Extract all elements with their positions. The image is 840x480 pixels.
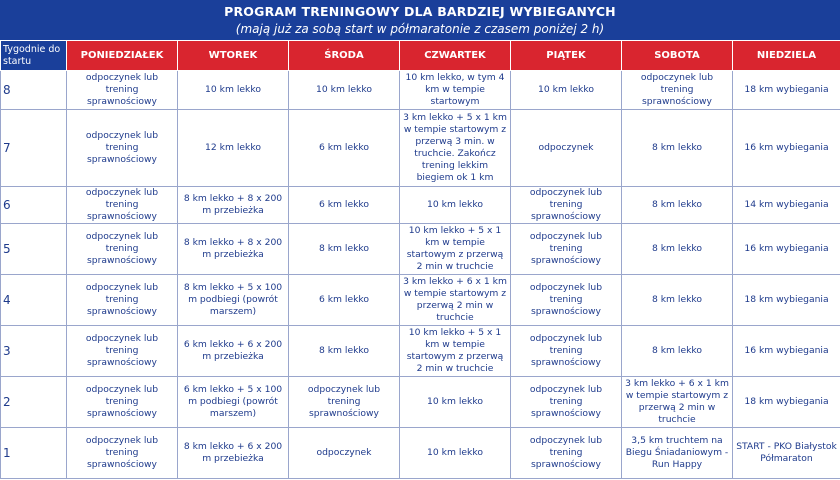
cell-thursday: 10 km lekko [400, 377, 511, 428]
cell-thursday: 3 km lekko + 5 x 1 km w tempie startowym z przerwą 3 min. w truchcie. Zakończ trening lekkim biegiem ok 1 km [400, 110, 511, 187]
table-row [1, 71, 840, 110]
week-number: 5 [1, 224, 67, 275]
table-body [1, 71, 840, 479]
cell-wednesday: 6 km lekko [289, 275, 400, 326]
page-subtitle: (mają już za sobą start w półmaratonie z czasem poniżej 2 h) [235, 22, 605, 36]
title-banner [0, 0, 840, 40]
day-header-saturday: SOBOTA [622, 41, 733, 71]
day-header-tuesday: WTOREK [178, 41, 289, 71]
week-number: 8 [1, 71, 67, 110]
cell-wednesday: odpoczynek lub trening sprawnościowy [289, 377, 400, 428]
cell-monday: odpoczynek lub trening sprawnościowy [67, 224, 178, 275]
cell-wednesday: 8 km lekko [289, 326, 400, 377]
cell-sunday: 14 km wybiegania [733, 187, 840, 224]
header-row [1, 41, 840, 71]
table-row [1, 187, 840, 224]
cell-saturday: 8 km lekko [622, 110, 733, 187]
cell-monday: odpoczynek lub trening sprawnościowy [67, 71, 178, 110]
cell-saturday: 8 km lekko [622, 187, 733, 224]
cell-thursday: 10 km lekko, w tym 4 km w tempie startowym [400, 71, 511, 110]
cell-saturday: 8 km lekko [622, 275, 733, 326]
cell-tuesday: 12 km lekko [178, 110, 289, 187]
day-header-friday: PIĄTEK [511, 41, 622, 71]
cell-tuesday: 8 km lekko + 8 x 200 m przebieżka [178, 187, 289, 224]
cell-monday: odpoczynek lub trening sprawnościowy [67, 275, 178, 326]
day-header-thursday: CZWARTEK [400, 41, 511, 71]
cell-tuesday: 8 km lekko + 8 x 200 m przebieżka [178, 224, 289, 275]
cell-saturday: 8 km lekko [622, 224, 733, 275]
cell-sunday: 18 km wybiegania [733, 275, 840, 326]
training-table [0, 40, 840, 479]
cell-friday: odpoczynek lub trening sprawnościowy [511, 187, 622, 224]
table-row [1, 224, 840, 275]
cell-friday: odpoczynek [511, 110, 622, 187]
cell-thursday: 10 km lekko [400, 428, 511, 479]
table-row [1, 377, 840, 428]
cell-thursday: 3 km lekko + 6 x 1 km w tempie startowym z przerwą 2 min w truchcie [400, 275, 511, 326]
week-number: 4 [1, 275, 67, 326]
cell-monday: odpoczynek lub trening sprawnościowy [67, 326, 178, 377]
table-row [1, 110, 840, 187]
cell-tuesday: 6 km lekko + 6 x 200 m przebieżka [178, 326, 289, 377]
cell-sunday: 18 km wybiegania [733, 377, 840, 428]
cell-monday: odpoczynek lub trening sprawnościowy [67, 187, 178, 224]
cell-wednesday: 6 km lekko [289, 187, 400, 224]
cell-sunday: 18 km wybiegania [733, 71, 840, 110]
day-header-monday: PONIEDZIAŁEK [67, 41, 178, 71]
cell-friday: odpoczynek lub trening sprawnościowy [511, 275, 622, 326]
week-number: 1 [1, 428, 67, 479]
cell-sunday: START - PKO Białystok Półmaraton [733, 428, 840, 479]
cell-thursday: 10 km lekko + 5 x 1 km w tempie startowym z przerwą 2 min w truchcie [400, 224, 511, 275]
cell-friday: odpoczynek lub trening sprawnościowy [511, 377, 622, 428]
day-header-sunday: NIEDZIELA [733, 41, 840, 71]
cell-monday: odpoczynek lub trening sprawnościowy [67, 428, 178, 479]
table-row [1, 326, 840, 377]
cell-sunday: 16 km wybiegania [733, 224, 840, 275]
cell-tuesday: 8 km lekko + 6 x 200 m przebieżka [178, 428, 289, 479]
cell-friday: 10 km lekko [511, 71, 622, 110]
cell-saturday: odpoczynek lub trening sprawnościowy [622, 71, 733, 110]
cell-saturday: 3,5 km truchtem na Biegu Śniadaniowym - Run Happy [622, 428, 733, 479]
cell-saturday: 8 km lekko [622, 326, 733, 377]
cell-tuesday: 6 km lekko + 5 x 100 m podbiegi (powrót marszem) [178, 377, 289, 428]
cell-saturday: 3 km lekko + 6 x 1 km w tempie startowym z przerwą 2 min w truchcie [622, 377, 733, 428]
cell-wednesday: 10 km lekko [289, 71, 400, 110]
cell-friday: odpoczynek lub trening sprawnościowy [511, 224, 622, 275]
week-number: 7 [1, 110, 67, 187]
cell-wednesday: 6 km lekko [289, 110, 400, 187]
cell-friday: odpoczynek lub trening sprawnościowy [511, 326, 622, 377]
cell-tuesday: 8 km lekko + 5 x 100 m podbiegi (powrót marszem) [178, 275, 289, 326]
cell-thursday: 10 km lekko [400, 187, 511, 224]
cell-sunday: 16 km wybiegania [733, 110, 840, 187]
cell-wednesday: 8 km lekko [289, 224, 400, 275]
table-row [1, 275, 840, 326]
weeks-header: Tygodnie do startu [1, 41, 67, 71]
cell-friday: odpoczynek lub trening sprawnościowy [511, 428, 622, 479]
page-title: PROGRAM TRENINGOWY DLA BARDZIEJ WYBIEGANYCH [224, 4, 616, 19]
day-header-wednesday: ŚRODA [289, 41, 400, 71]
cell-monday: odpoczynek lub trening sprawnościowy [67, 377, 178, 428]
cell-sunday: 16 km wybiegania [733, 326, 840, 377]
week-number: 6 [1, 187, 67, 224]
cell-thursday: 10 km lekko + 5 x 1 km w tempie startowym z przerwą 2 min w truchcie [400, 326, 511, 377]
table-row [1, 428, 840, 479]
cell-wednesday: odpoczynek [289, 428, 400, 479]
week-number: 2 [1, 377, 67, 428]
cell-monday: odpoczynek lub trening sprawnościowy [67, 110, 178, 187]
week-number: 3 [1, 326, 67, 377]
cell-tuesday: 10 km lekko [178, 71, 289, 110]
